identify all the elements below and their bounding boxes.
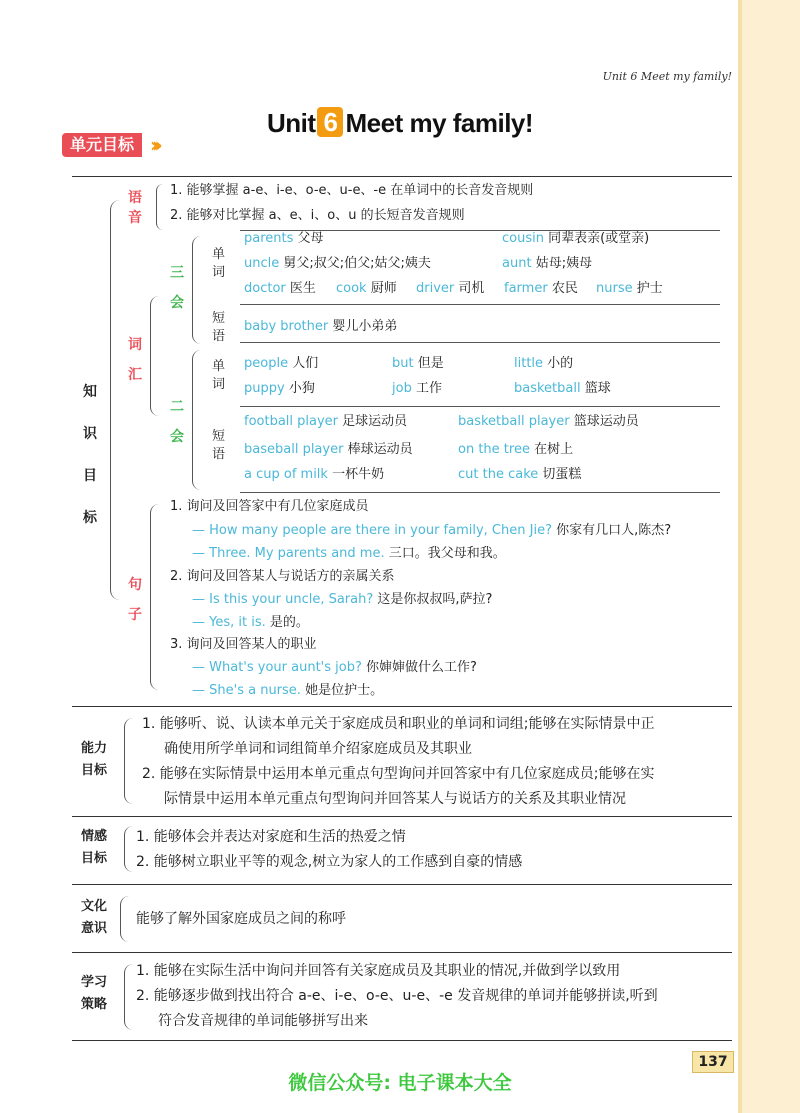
- word-en: doctor: [244, 281, 286, 296]
- label-char: 会: [170, 429, 184, 445]
- yuyin-brace: [156, 184, 163, 230]
- erhui-label: [170, 392, 184, 452]
- sentence-en: — What's your aunt's job?: [192, 660, 362, 675]
- sentence-line: [192, 658, 477, 678]
- sentence-head: 1. 询问及回答家中有几位家庭成员: [170, 499, 369, 514]
- word-entry: [244, 379, 315, 399]
- word-entry: [244, 354, 318, 374]
- word-entry: [514, 354, 573, 374]
- label-char: 语: [128, 190, 142, 206]
- sentence-zh: 是的。: [269, 615, 309, 630]
- watermark: 微信公众号: 电子课本大全: [288, 1072, 512, 1094]
- divider: [72, 1040, 732, 1041]
- page-edge-stripe: [742, 0, 800, 1113]
- word-zh: 人们: [292, 356, 319, 371]
- phrase-zh: 在树上: [534, 442, 574, 457]
- sentence-en: — Yes, it is.: [192, 615, 266, 630]
- word-entry: [502, 254, 592, 274]
- phrase-zh: 篮球运动员: [573, 414, 639, 429]
- phrase-entry: [458, 440, 573, 460]
- phrase-en: a cup of milk: [244, 467, 328, 482]
- sentence-head: 2. 询问及回答某人与说话方的亲属关系: [170, 569, 395, 584]
- label-char: 识: [83, 426, 97, 442]
- phrase-zh: 婴儿小弟弟: [332, 319, 398, 334]
- label-char: 句: [128, 577, 142, 593]
- running-header: Unit 6 Meet my family!: [602, 70, 732, 83]
- word-en: nurse: [596, 281, 633, 296]
- label-char: 三: [170, 265, 184, 281]
- sentence-en: — She's a nurse.: [192, 683, 301, 698]
- word-entry: [244, 254, 431, 274]
- sentence-head: 3. 询问及回答某人的职业: [170, 637, 317, 652]
- emotion-label: [74, 826, 114, 870]
- phrase-en: on the tree: [458, 442, 530, 457]
- word-en: farmer: [504, 281, 548, 296]
- phrase-zh: 切蛋糕: [542, 467, 582, 482]
- strategy-line: 2. 能够逐步做到找出符合 a-e、i-e、o-e、u-e、-e 发音规律的单词并能够拼读,听到: [136, 988, 658, 1004]
- erhui-danci-label: [212, 358, 225, 394]
- erhui-duanyu-label: [212, 428, 225, 464]
- sentence-line: [192, 590, 492, 610]
- label-char: 语: [212, 447, 226, 462]
- label-line: 情感: [80, 829, 107, 844]
- divider: [240, 342, 720, 343]
- divider: [240, 406, 720, 407]
- sanhui-duanyu-label: [212, 310, 225, 346]
- phrase-zh: 一杯牛奶: [332, 467, 385, 482]
- sanhui-label: [170, 258, 184, 318]
- sentence-zh: 她是位护士。: [305, 683, 384, 698]
- strategy-line: 1. 能够在实际生活中询问并回答有关家庭成员及其职业的情况,并做到学以致用: [136, 963, 621, 979]
- phrase-en: baseball player: [244, 442, 344, 457]
- label-line: 目标: [80, 763, 107, 778]
- ability-line: 1. 能够听、说、认读本单元关于家庭成员和职业的单词和词组;能够在实际情景中正: [142, 716, 655, 732]
- label-char: 词: [212, 265, 226, 280]
- word-entry: [244, 279, 316, 299]
- word-en: aunt: [502, 256, 532, 271]
- word-zh: 医生: [289, 281, 316, 296]
- ability-line: 2. 能够在实际情景中运用本单元重点句型询问并回答家中有几位家庭成员;能够在实: [142, 766, 655, 782]
- sentence-en: — Is this your uncle, Sarah?: [192, 592, 374, 607]
- knowledge-brace: [110, 200, 121, 600]
- word-zh: 舅父;叔父;伯父;姑父;姨夫: [283, 256, 431, 271]
- word-entry: [504, 279, 578, 299]
- strategy-line: 符合发音规律的单词能够拼写出来: [158, 1013, 368, 1029]
- title-unit: Unit: [266, 108, 316, 138]
- word-en: job: [392, 381, 412, 396]
- label-char: 短: [212, 311, 226, 326]
- word-zh: 同辈表亲(或堂亲): [548, 231, 650, 246]
- word-entry: [392, 354, 444, 374]
- phrase-entry: [244, 440, 413, 460]
- word-en: but: [392, 356, 414, 371]
- label-char: 会: [170, 295, 184, 311]
- cihui-brace: [150, 296, 159, 416]
- page-number: 137: [692, 1051, 734, 1073]
- phrase-entry: [244, 465, 384, 485]
- sentence-zh: 你婶婶做什么工作?: [366, 660, 477, 675]
- label-char: 单: [212, 247, 226, 262]
- sentence-line: [192, 681, 383, 701]
- word-en: basketball: [514, 381, 581, 396]
- divider: [72, 952, 732, 953]
- word-zh: 农民: [551, 281, 578, 296]
- label-char: 目: [83, 468, 97, 484]
- title-text: Meet my family!: [345, 108, 534, 138]
- phrase-entry: [244, 412, 407, 432]
- yuyin-item: 2. 能够对比掌握 a、e、i、o、u 的长短音发音规则: [170, 208, 465, 223]
- culture-label: [74, 896, 114, 940]
- word-entry: [502, 229, 649, 249]
- strategy-label: [74, 972, 114, 1016]
- sentence-line: [192, 544, 506, 564]
- sanhui-danci-label: [212, 246, 225, 282]
- phrase-en: baby brother: [244, 319, 329, 334]
- label-char: 语: [212, 329, 226, 344]
- word-zh: 小狗: [288, 381, 315, 396]
- label-char: 二: [170, 399, 184, 415]
- sentence-line: [192, 521, 671, 541]
- emotion-brace: [124, 826, 133, 872]
- section-badge: 单元目标: [62, 133, 142, 157]
- word-entry: [336, 279, 397, 299]
- label-char: 音: [128, 210, 142, 226]
- label-char: 短: [212, 429, 226, 444]
- label-line: 文化: [80, 899, 107, 914]
- divider: [72, 816, 732, 817]
- sanhui-brace: [192, 236, 201, 344]
- word-zh: 但是: [417, 356, 444, 371]
- erhui-brace: [192, 350, 201, 490]
- ability-line: 确使用所学单词和词组简单介绍家庭成员及其职业: [164, 741, 472, 757]
- ability-line: 际情景中运用本单元重点句型询问并回答某人与说话方的关系及其职业情况: [164, 791, 626, 807]
- strategy-brace: [124, 964, 133, 1030]
- divider: [72, 706, 732, 707]
- label-char: 词: [212, 377, 226, 392]
- phrase-entry: [244, 317, 397, 337]
- word-en: cook: [336, 281, 367, 296]
- phrase-en: cut the cake: [458, 467, 539, 482]
- knowledge-label: [80, 380, 104, 530]
- label-char: 知: [83, 384, 97, 400]
- label-line: 能力: [80, 741, 107, 756]
- label-char: 汇: [128, 367, 142, 383]
- word-zh: 护士: [636, 281, 663, 296]
- word-entry: [514, 379, 611, 399]
- word-zh: 司机: [458, 281, 485, 296]
- ability-brace: [124, 718, 133, 804]
- sentence-zh: 你家有几口人,陈杰?: [556, 523, 672, 538]
- culture-line: 能够了解外国家庭成员之间的称呼: [136, 911, 346, 927]
- sentence-en: — How many people are there in your family, Chen Jie?: [192, 523, 552, 538]
- divider: [72, 884, 732, 885]
- word-en: driver: [416, 281, 455, 296]
- yuyin-label: [128, 188, 142, 228]
- culture-brace: [120, 896, 129, 942]
- phrase-zh: 棒球运动员: [347, 442, 413, 457]
- word-en: people: [244, 356, 289, 371]
- divider: [240, 492, 720, 493]
- juzi-label: [128, 570, 142, 630]
- phrase-en: football player: [244, 414, 339, 429]
- label-line: 策略: [80, 997, 107, 1012]
- label-line: 目标: [80, 851, 107, 866]
- sentence-en: — Three. My parents and me.: [192, 546, 385, 561]
- word-zh: 厨师: [370, 281, 397, 296]
- phrase-zh: 足球运动员: [342, 414, 408, 429]
- phrase-entry: [458, 412, 639, 432]
- label-char: 子: [128, 607, 142, 623]
- word-en: cousin: [502, 231, 544, 246]
- label-line: 意识: [80, 921, 107, 936]
- emotion-line: 2. 能够树立职业平等的观念,树立为家人的工作感到自豪的情感: [136, 854, 523, 870]
- label-char: 标: [83, 510, 97, 526]
- word-zh: 父母: [297, 231, 324, 246]
- chevrons-icon: ›››: [150, 133, 157, 157]
- phrase-en: basketball player: [458, 414, 570, 429]
- word-en: puppy: [244, 381, 285, 396]
- label-line: 学习: [80, 975, 107, 990]
- sentence-zh: 这是你叔叔吗,萨拉?: [377, 592, 493, 607]
- word-en: uncle: [244, 256, 280, 271]
- phrase-entry: [458, 465, 581, 485]
- ability-label: [74, 738, 114, 782]
- divider: [240, 304, 720, 305]
- juzi-brace: [150, 504, 159, 690]
- word-entry: [596, 279, 663, 299]
- word-en: little: [514, 356, 544, 371]
- word-zh: 小的: [547, 356, 574, 371]
- label-char: 单: [212, 359, 226, 374]
- word-entry: [392, 379, 442, 399]
- label-char: 词: [128, 337, 142, 353]
- emotion-line: 1. 能够体会并表达对家庭和生活的热爱之情: [136, 829, 406, 845]
- word-zh: 工作: [415, 381, 442, 396]
- sentence-line: [192, 613, 309, 633]
- word-zh: 姑母;姨母: [535, 256, 593, 271]
- word-entry: [416, 279, 484, 299]
- sentence-zh: 三口。我父母和我。: [388, 546, 506, 561]
- unit-number-badge: 6: [317, 107, 343, 137]
- word-en: parents: [244, 231, 294, 246]
- word-zh: 篮球: [584, 381, 611, 396]
- yuyin-item: 1. 能够掌握 a-e、i-e、o-e、u-e、-e 在单词中的长音发音规则: [170, 183, 534, 198]
- cihui-label: [128, 330, 142, 390]
- word-entry: [244, 229, 324, 249]
- divider: [72, 176, 732, 177]
